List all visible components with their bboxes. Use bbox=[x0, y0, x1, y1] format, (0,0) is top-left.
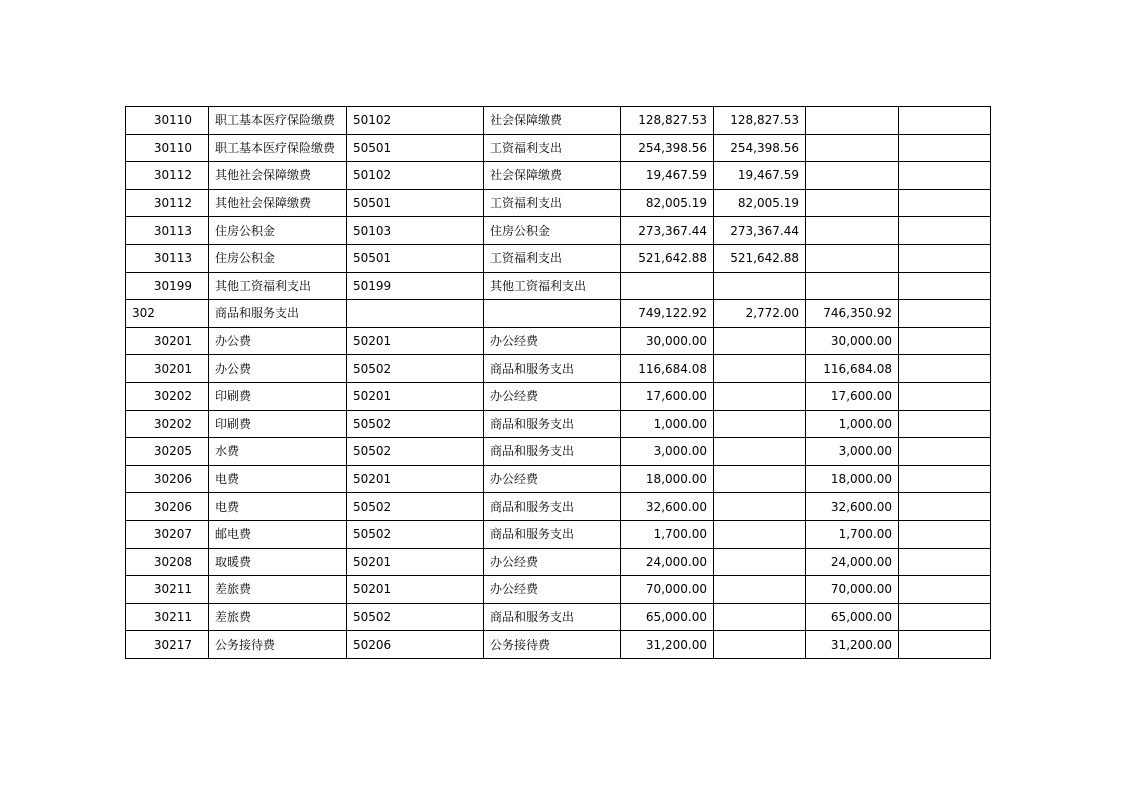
project-expenditure-cell: 116,684.08 bbox=[806, 355, 899, 383]
expenditure-table bbox=[125, 106, 991, 659]
economic-name-cell: 办公经费 bbox=[484, 465, 621, 493]
table-row bbox=[126, 576, 991, 604]
function-code-cell: 30199 bbox=[126, 272, 209, 300]
function-code-cell: 30207 bbox=[126, 520, 209, 548]
function-name-cell: 印刷费 bbox=[209, 410, 347, 438]
other-cell bbox=[899, 189, 991, 217]
economic-code-cell: 50501 bbox=[347, 189, 484, 217]
economic-name-cell bbox=[484, 300, 621, 328]
other-cell bbox=[899, 327, 991, 355]
function-code-cell: 30208 bbox=[126, 548, 209, 576]
function-code-cell: 30112 bbox=[126, 189, 209, 217]
project-expenditure-cell: 18,000.00 bbox=[806, 465, 899, 493]
total-amount-cell: 17,600.00 bbox=[621, 382, 714, 410]
economic-name-cell: 商品和服务支出 bbox=[484, 520, 621, 548]
function-code-cell: 30202 bbox=[126, 382, 209, 410]
function-name-cell: 电费 bbox=[209, 493, 347, 521]
economic-code-cell bbox=[347, 300, 484, 328]
economic-name-cell: 办公经费 bbox=[484, 548, 621, 576]
other-cell bbox=[899, 465, 991, 493]
basic-expenditure-cell bbox=[714, 493, 806, 521]
project-expenditure-cell: 1,000.00 bbox=[806, 410, 899, 438]
other-cell bbox=[899, 217, 991, 245]
table-row bbox=[126, 382, 991, 410]
function-code-cell: 30211 bbox=[126, 603, 209, 631]
basic-expenditure-cell bbox=[714, 327, 806, 355]
economic-code-cell: 50502 bbox=[347, 410, 484, 438]
economic-name-cell: 商品和服务支出 bbox=[484, 410, 621, 438]
basic-expenditure-cell bbox=[714, 465, 806, 493]
table-row bbox=[126, 438, 991, 466]
function-code-cell: 30206 bbox=[126, 493, 209, 521]
project-expenditure-cell: 3,000.00 bbox=[806, 438, 899, 466]
basic-expenditure-cell: 19,467.59 bbox=[714, 162, 806, 190]
table-body bbox=[126, 107, 991, 659]
economic-name-cell: 商品和服务支出 bbox=[484, 438, 621, 466]
table-row bbox=[126, 465, 991, 493]
function-code-cell: 30113 bbox=[126, 217, 209, 245]
other-cell bbox=[899, 300, 991, 328]
function-name-cell: 住房公积金 bbox=[209, 244, 347, 272]
project-expenditure-cell: 65,000.00 bbox=[806, 603, 899, 631]
project-expenditure-cell: 31,200.00 bbox=[806, 631, 899, 659]
basic-expenditure-cell bbox=[714, 438, 806, 466]
economic-code-cell: 50501 bbox=[347, 134, 484, 162]
economic-code-cell: 50201 bbox=[347, 327, 484, 355]
economic-code-cell: 50102 bbox=[347, 107, 484, 135]
total-amount-cell: 24,000.00 bbox=[621, 548, 714, 576]
economic-name-cell: 商品和服务支出 bbox=[484, 603, 621, 631]
total-amount-cell: 1,700.00 bbox=[621, 520, 714, 548]
economic-name-cell: 其他工资福利支出 bbox=[484, 272, 621, 300]
total-amount-cell: 65,000.00 bbox=[621, 603, 714, 631]
function-code-cell: 302 bbox=[126, 300, 209, 328]
other-cell bbox=[899, 162, 991, 190]
economic-code-cell: 50502 bbox=[347, 438, 484, 466]
function-name-cell: 印刷费 bbox=[209, 382, 347, 410]
other-cell bbox=[899, 382, 991, 410]
total-amount-cell: 18,000.00 bbox=[621, 465, 714, 493]
economic-code-cell: 50201 bbox=[347, 465, 484, 493]
total-amount-cell: 116,684.08 bbox=[621, 355, 714, 383]
table-row bbox=[126, 134, 991, 162]
economic-name-cell: 社会保障缴费 bbox=[484, 162, 621, 190]
function-name-cell: 电费 bbox=[209, 465, 347, 493]
function-name-cell: 商品和服务支出 bbox=[209, 300, 347, 328]
economic-code-cell: 50206 bbox=[347, 631, 484, 659]
function-name-cell: 取暖费 bbox=[209, 548, 347, 576]
other-cell bbox=[899, 548, 991, 576]
total-amount-cell: 254,398.56 bbox=[621, 134, 714, 162]
project-expenditure-cell bbox=[806, 272, 899, 300]
function-name-cell: 职工基本医疗保险缴费 bbox=[209, 107, 347, 135]
economic-code-cell: 50502 bbox=[347, 520, 484, 548]
other-cell bbox=[899, 603, 991, 631]
table-row bbox=[126, 244, 991, 272]
table-row bbox=[126, 493, 991, 521]
total-amount-cell: 1,000.00 bbox=[621, 410, 714, 438]
table-row bbox=[126, 162, 991, 190]
economic-code-cell: 50201 bbox=[347, 576, 484, 604]
table-row bbox=[126, 410, 991, 438]
economic-name-cell: 办公经费 bbox=[484, 382, 621, 410]
basic-expenditure-cell bbox=[714, 272, 806, 300]
table-row bbox=[126, 603, 991, 631]
other-cell bbox=[899, 576, 991, 604]
table-row bbox=[126, 631, 991, 659]
economic-code-cell: 50201 bbox=[347, 382, 484, 410]
basic-expenditure-cell: 254,398.56 bbox=[714, 134, 806, 162]
function-name-cell: 其他社会保障缴费 bbox=[209, 189, 347, 217]
other-cell bbox=[899, 272, 991, 300]
function-name-cell: 其他工资福利支出 bbox=[209, 272, 347, 300]
function-code-cell: 30112 bbox=[126, 162, 209, 190]
economic-code-cell: 50199 bbox=[347, 272, 484, 300]
economic-code-cell: 50502 bbox=[347, 493, 484, 521]
other-cell bbox=[899, 134, 991, 162]
project-expenditure-cell: 746,350.92 bbox=[806, 300, 899, 328]
other-cell bbox=[899, 631, 991, 659]
function-name-cell: 办公费 bbox=[209, 355, 347, 383]
function-code-cell: 30110 bbox=[126, 134, 209, 162]
total-amount-cell bbox=[621, 272, 714, 300]
economic-name-cell: 住房公积金 bbox=[484, 217, 621, 245]
function-name-cell: 职工基本医疗保险缴费 bbox=[209, 134, 347, 162]
basic-expenditure-cell bbox=[714, 382, 806, 410]
total-amount-cell: 82,005.19 bbox=[621, 189, 714, 217]
function-name-cell: 住房公积金 bbox=[209, 217, 347, 245]
total-amount-cell: 273,367.44 bbox=[621, 217, 714, 245]
basic-expenditure-cell bbox=[714, 520, 806, 548]
other-cell bbox=[899, 493, 991, 521]
basic-expenditure-cell: 2,772.00 bbox=[714, 300, 806, 328]
total-amount-cell: 128,827.53 bbox=[621, 107, 714, 135]
function-name-cell: 差旅费 bbox=[209, 576, 347, 604]
total-amount-cell: 521,642.88 bbox=[621, 244, 714, 272]
function-code-cell: 30206 bbox=[126, 465, 209, 493]
other-cell bbox=[899, 355, 991, 383]
other-cell bbox=[899, 438, 991, 466]
economic-name-cell: 商品和服务支出 bbox=[484, 355, 621, 383]
project-expenditure-cell: 32,600.00 bbox=[806, 493, 899, 521]
other-cell bbox=[899, 410, 991, 438]
function-code-cell: 30211 bbox=[126, 576, 209, 604]
function-code-cell: 30201 bbox=[126, 355, 209, 383]
table-row bbox=[126, 520, 991, 548]
function-name-cell: 办公费 bbox=[209, 327, 347, 355]
function-name-cell: 其他社会保障缴费 bbox=[209, 162, 347, 190]
economic-name-cell: 工资福利支出 bbox=[484, 189, 621, 217]
other-cell bbox=[899, 107, 991, 135]
function-code-cell: 30217 bbox=[126, 631, 209, 659]
economic-name-cell: 公务接待费 bbox=[484, 631, 621, 659]
function-code-cell: 30201 bbox=[126, 327, 209, 355]
function-code-cell: 30113 bbox=[126, 244, 209, 272]
basic-expenditure-cell bbox=[714, 576, 806, 604]
table-row bbox=[126, 189, 991, 217]
basic-expenditure-cell: 82,005.19 bbox=[714, 189, 806, 217]
economic-name-cell: 办公经费 bbox=[484, 327, 621, 355]
economic-name-cell: 商品和服务支出 bbox=[484, 493, 621, 521]
function-name-cell: 邮电费 bbox=[209, 520, 347, 548]
project-expenditure-cell: 70,000.00 bbox=[806, 576, 899, 604]
total-amount-cell: 749,122.92 bbox=[621, 300, 714, 328]
total-amount-cell: 31,200.00 bbox=[621, 631, 714, 659]
basic-expenditure-cell bbox=[714, 410, 806, 438]
economic-code-cell: 50501 bbox=[347, 244, 484, 272]
economic-code-cell: 50201 bbox=[347, 548, 484, 576]
table-row bbox=[126, 355, 991, 383]
basic-expenditure-cell bbox=[714, 631, 806, 659]
total-amount-cell: 32,600.00 bbox=[621, 493, 714, 521]
total-amount-cell: 19,467.59 bbox=[621, 162, 714, 190]
economic-name-cell: 工资福利支出 bbox=[484, 244, 621, 272]
project-expenditure-cell bbox=[806, 162, 899, 190]
function-code-cell: 30205 bbox=[126, 438, 209, 466]
function-code-cell: 30110 bbox=[126, 107, 209, 135]
project-expenditure-cell bbox=[806, 134, 899, 162]
table-row bbox=[126, 217, 991, 245]
total-amount-cell: 3,000.00 bbox=[621, 438, 714, 466]
economic-code-cell: 50103 bbox=[347, 217, 484, 245]
table-row bbox=[126, 300, 991, 328]
economic-name-cell: 社会保障缴费 bbox=[484, 107, 621, 135]
total-amount-cell: 70,000.00 bbox=[621, 576, 714, 604]
table-row bbox=[126, 548, 991, 576]
table-row bbox=[126, 327, 991, 355]
project-expenditure-cell: 24,000.00 bbox=[806, 548, 899, 576]
economic-code-cell: 50502 bbox=[347, 603, 484, 631]
function-name-cell: 水费 bbox=[209, 438, 347, 466]
project-expenditure-cell: 17,600.00 bbox=[806, 382, 899, 410]
basic-expenditure-cell bbox=[714, 548, 806, 576]
project-expenditure-cell bbox=[806, 217, 899, 245]
economic-code-cell: 50102 bbox=[347, 162, 484, 190]
function-name-cell: 公务接待费 bbox=[209, 631, 347, 659]
other-cell bbox=[899, 244, 991, 272]
project-expenditure-cell: 30,000.00 bbox=[806, 327, 899, 355]
economic-name-cell: 工资福利支出 bbox=[484, 134, 621, 162]
function-name-cell: 差旅费 bbox=[209, 603, 347, 631]
basic-expenditure-cell: 273,367.44 bbox=[714, 217, 806, 245]
economic-code-cell: 50502 bbox=[347, 355, 484, 383]
project-expenditure-cell bbox=[806, 189, 899, 217]
project-expenditure-cell bbox=[806, 244, 899, 272]
function-code-cell: 30202 bbox=[126, 410, 209, 438]
basic-expenditure-cell: 128,827.53 bbox=[714, 107, 806, 135]
project-expenditure-cell: 1,700.00 bbox=[806, 520, 899, 548]
table-row bbox=[126, 272, 991, 300]
basic-expenditure-cell bbox=[714, 603, 806, 631]
table-row bbox=[126, 107, 991, 135]
basic-expenditure-cell bbox=[714, 355, 806, 383]
total-amount-cell: 30,000.00 bbox=[621, 327, 714, 355]
economic-name-cell: 办公经费 bbox=[484, 576, 621, 604]
project-expenditure-cell bbox=[806, 107, 899, 135]
other-cell bbox=[899, 520, 991, 548]
basic-expenditure-cell: 521,642.88 bbox=[714, 244, 806, 272]
